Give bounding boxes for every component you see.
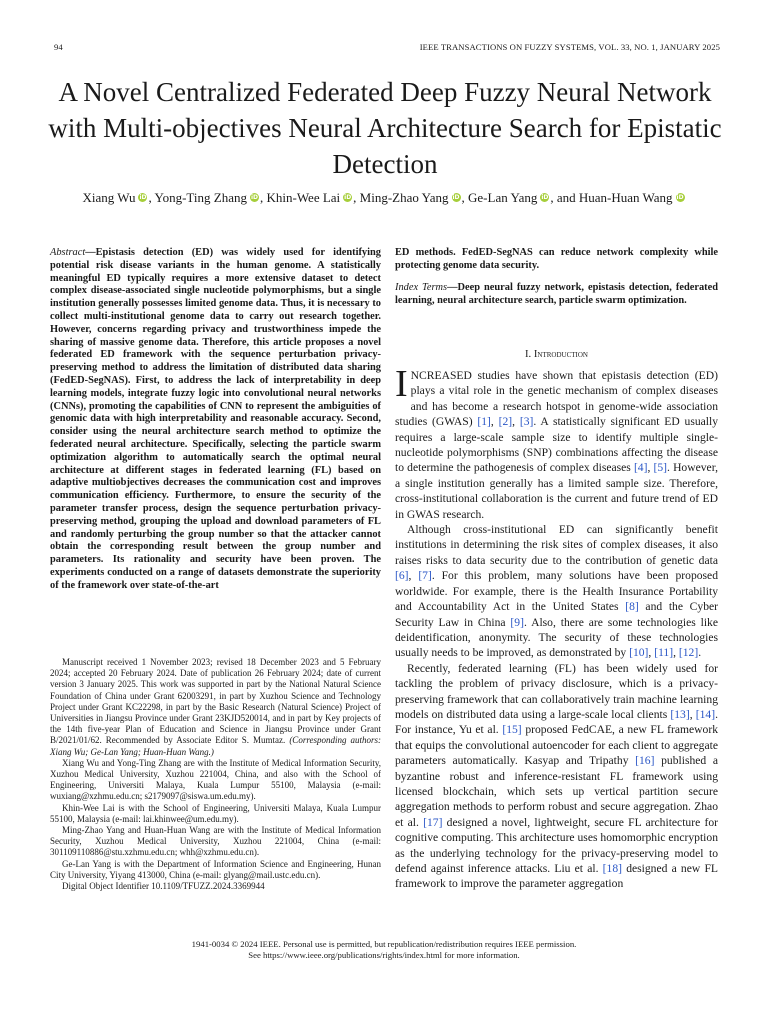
intro-text: . For this problem, many solutions have been proposed worldwide. For example, there is the Health Insurance Portability and Accountability Act in the United States xyxy=(395,569,719,614)
citation-link[interactable]: [2] xyxy=(498,415,513,429)
abstract xyxy=(50,247,381,593)
intro-text: . Also, there are some technologies like deidentification, anonymity. The security of these technologies usually needs to be improved, as demonstrated by xyxy=(395,615,718,660)
citation-link[interactable]: [8] xyxy=(625,600,639,614)
orcid-icon[interactable]: iD xyxy=(541,194,549,201)
intro-text: designed a novel, lightweight, secure FL architecture for cognitive computing. This architecture uses homomorphic encryption as the underlying technology for the privacy-preserving model to defend against inference attacks. Liu et al. xyxy=(395,815,718,875)
citation-link[interactable]: [11] xyxy=(654,646,674,660)
intro-text: NCREASED studies have shown that epistasis detection (ED) plays a vital role in the genetic mechanism of complex diseases and has become a research hotspot in genome-wide association studies (GWAS) xyxy=(395,369,718,429)
citation-link[interactable]: [1] xyxy=(477,415,491,429)
section-title: Introduction xyxy=(533,349,588,360)
index-terms xyxy=(395,282,718,308)
index-terms-label: Index Terms xyxy=(395,282,448,293)
author-name: Yong-Ting Zhang xyxy=(154,190,247,205)
intro-text: . However, a single institution generally has a limited sample size. Therefore, cross-institutional collaboration is the current and future trend of ED in GWAS research. xyxy=(395,461,718,521)
footnote-text: Digital Object Identifier 10.1109/TFUZZ.2024.3369944 xyxy=(62,881,265,892)
footnote-text: Ming-Zhao Yang and Huan-Huan Wang are with the Institute of Medical Information Security, Xuzhou Medical University, Xuzhou 221004, China (e-mail: 301109110886@stu.xzhmu.edu.cn; whh@xzhmu.edu.cn). xyxy=(50,825,381,858)
author-separator: , xyxy=(461,190,469,205)
orcid-icon[interactable]: iD xyxy=(139,194,147,201)
citation-link[interactable]: [12] xyxy=(678,646,699,660)
citation-link[interactable]: [13] xyxy=(670,707,690,721)
citation-link[interactable]: [10] xyxy=(629,646,649,660)
footnote-text: Khin-Wee Lai is with the School of Engineering, Universiti Malaya, Kuala Lumpur 55100, Malaysia (e-mail: lai.khinwee@um.edu.my). xyxy=(50,802,381,824)
intro-text: . For instance, Yu et al. xyxy=(395,707,718,737)
citation-link[interactable]: [14] xyxy=(695,707,716,721)
author-separator: , xyxy=(148,190,155,205)
abstract-continuation: ED methods. FedED-SegNAS can reduce network complexity while protecting genome data security. xyxy=(395,247,718,271)
citation-link[interactable]: [16] xyxy=(635,754,655,768)
footnote xyxy=(50,803,381,825)
intro-text: , xyxy=(689,707,696,721)
intro-text: , xyxy=(647,461,654,475)
footnote-text: Xiang Wu and Yong-Ting Zhang are with the Institute of Medical Information Security, Xuzhou Medical University, Xuzhou 221004, China, and also with the School of Engineering, Universiti Malaya, Kuala Lumpur 55100, Malaysia (e-mail: wuxiang@xzhmu.edu.cn; s2179097@siswa.um.edu.my). xyxy=(50,757,381,802)
intro-text: published a byzantine robust and inference-resistant FL framework using licensed blockchain, which sets up vertical partition secure aggregation methods to perform robust and secure aggregation. Zhao et al. xyxy=(395,754,718,829)
intro-text: Although cross-institutional ED can significantly benefit institutions in determining the risk sites of complex diseases, it also raises risks to data security due to the contribution of genetic data xyxy=(395,523,718,567)
citation-link[interactable]: [4] xyxy=(633,461,648,475)
orcid-icon[interactable]: iD xyxy=(676,194,684,201)
orcid-icon[interactable]: iD xyxy=(452,194,460,201)
footnote-text: Manuscript received 1 November 2023; revised 18 December 2023 and 5 February 2024; accepted 20 February 2024. Date of publication 26 February 2024; date of current version 3 January 2025. This work was supported in part by the National Natural Science Foundation of China under Grant 62003291, in part by Xuzhou Science and Technology Project under Grant KC22298, in part by the Basic Research (Natural Science) Project of Universities in Jiangsu Province under Grant 23KJD520014, and in part by Key projects of the 14th five-year Plan of Education and Science in Jiangsu Province under Grant B/2021/01/62. Recommended by Associate Editor S. Mumtaz. xyxy=(50,657,381,746)
journal-header: IEEE TRANSACTIONS ON FUZZY SYSTEMS, VOL. 33, NO. 1, JANUARY 2025 xyxy=(419,42,720,52)
author-list xyxy=(20,190,748,206)
drop-cap: I xyxy=(395,363,408,405)
section-heading xyxy=(395,349,718,360)
index-terms-text: —Deep neural fuzzy network, epistasis detection, federated learning, neural architecture search, particle swarm optimization. xyxy=(395,282,719,306)
author-name: Khin-Wee Lai xyxy=(266,190,341,205)
intro-text: designed a new FL framework to improve the parameter aggregation xyxy=(395,862,718,891)
intro-text: . A statistically significant ED usually requires a large-scale sample size to identify multiple single-nucleotide polymorphisms (SNP) combinations affecting the disease to determine the pathogenesis of complex diseases xyxy=(395,415,719,475)
citation-link[interactable]: [15] xyxy=(502,723,522,737)
footnote xyxy=(50,758,381,803)
footnotes xyxy=(50,657,381,892)
author-separator: , and xyxy=(550,190,579,205)
intro-text: , xyxy=(648,646,655,660)
author-separator: , xyxy=(353,190,360,205)
intro-text: , xyxy=(408,569,419,583)
intro-text: , xyxy=(512,415,520,429)
footnote xyxy=(50,881,381,892)
intro-paragraph xyxy=(395,363,719,522)
intro-text: , xyxy=(490,415,499,429)
corresponding-authors: (Corresponding authors: Xiang Wu; Ge-Lan Yang; Huan-Huan Wang.) xyxy=(50,735,381,757)
orcid-icon[interactable]: iD xyxy=(250,194,259,201)
intro-paragraph xyxy=(395,661,718,892)
intro-text: , xyxy=(673,646,679,660)
intro-text: and the Cyber Security Law in China xyxy=(395,600,718,629)
citation-link[interactable]: [18] xyxy=(602,862,622,875)
citation-link[interactable]: [7] xyxy=(418,569,432,583)
footnote xyxy=(50,825,381,859)
intro-paragraph xyxy=(395,522,718,661)
footnote xyxy=(50,859,381,881)
author-name: Ming-Zhao Yang xyxy=(359,190,449,205)
page-number: 94 xyxy=(54,42,63,52)
author-name: Ge-Lan Yang xyxy=(468,190,538,205)
introduction-body xyxy=(395,363,719,892)
paper-title: A Novel Centralized Federated Deep Fuzzy Neural Network with Multi-objectives Neural Architecture Search for Epistatic Detection xyxy=(48,77,722,179)
copyright-footer xyxy=(0,939,768,961)
abstract-text: —Epistasis detection (ED) was widely used for identifying potential risk disease variants in the human genome. A statistically meaningful ED typically requires a more extensive dataset to detect complex disease-associated single nucleotide polymorphisms, but a single institution generally possesses limited genome data. Thus, it is necessary to collect multi-institutional genome data to carry out research together. However, concerns regarding privacy and trustworthiness impede the sharing of massive genome data. Therefore, this article proposes a novel federated ED framework with the sequence perturbation privacy-preserving method to address the limitation of distributed data sharing (FedED-SegNAS). First, to address the lack of interpretability in deep learning models, integrate fuzzy logic into convolutional neural networks (CNNs), promoting the capabilities of CNN to represent the ambiguities of genomic data with high interpretability and reasonable accuracy. Second, consider using the neural architecture search method to optimize the federated neural architecture. Specifically, selecting the particle swarm optimization algorithm to automatically search the optimal neural architecture at different stages in federated learning (FL) based on adaptive multiobjectives decreases the communication cost and improves communication efficiency. Furthermore, to ensure the security of the parameter transfer process, design the sequence perturbation privacy-preserving method, grouping the upload and download parameters of FL and randomly perturbing the group number so that the attacker cannot obtain the corresponding result between the group number and parameters. Its rationality and security have been proven. The experiments conducted on a range of datasets demonstrate the superiority of the framework over state-of-the-art xyxy=(50,247,381,591)
citation-link[interactable]: [6] xyxy=(395,569,409,583)
author-separator: , xyxy=(260,190,267,205)
author-name: Huan-Huan Wang xyxy=(578,190,673,205)
intro-text: . xyxy=(698,646,702,660)
intro-text: proposed FedCAE, a new FL framework that equips the convolutional autoencoder for each client to aggregate parameters automatically. Kasyap and Tripathy xyxy=(395,723,718,768)
citation-link[interactable]: [5] xyxy=(653,461,668,475)
intro-text: Recently, federated learning (FL) has been widely used for tackling the problem of privacy disclosure, which is a privacy-preserving framework that can collaboratively train machine learning models on distributed data using a large-scale local clients xyxy=(395,661,718,721)
footnote-text: Ge-Lan Yang is with the Department of Information Science and Engineering, Hunan City University, Yiyang 413000, China (e-mail: glyang@mail.ustc.edu.cn). xyxy=(50,858,381,880)
author-name: Xiang Wu xyxy=(82,190,136,205)
rights-link-line: See https://www.ieee.org/publications/rights/index.html for more information. xyxy=(248,950,520,960)
orcid-icon[interactable]: iD xyxy=(344,194,352,201)
citation-link[interactable]: [17] xyxy=(423,815,443,829)
citation-link[interactable]: [9] xyxy=(510,615,524,629)
citation-link[interactable]: [3] xyxy=(519,415,534,429)
section-number: I. xyxy=(525,349,532,360)
copyright-line: 1941-0034 © 2024 IEEE. Personal use is permitted, but republication/redistribution requires IEEE permission. xyxy=(191,939,577,949)
abstract-label: Abstract xyxy=(50,247,86,258)
footnote xyxy=(50,657,381,758)
